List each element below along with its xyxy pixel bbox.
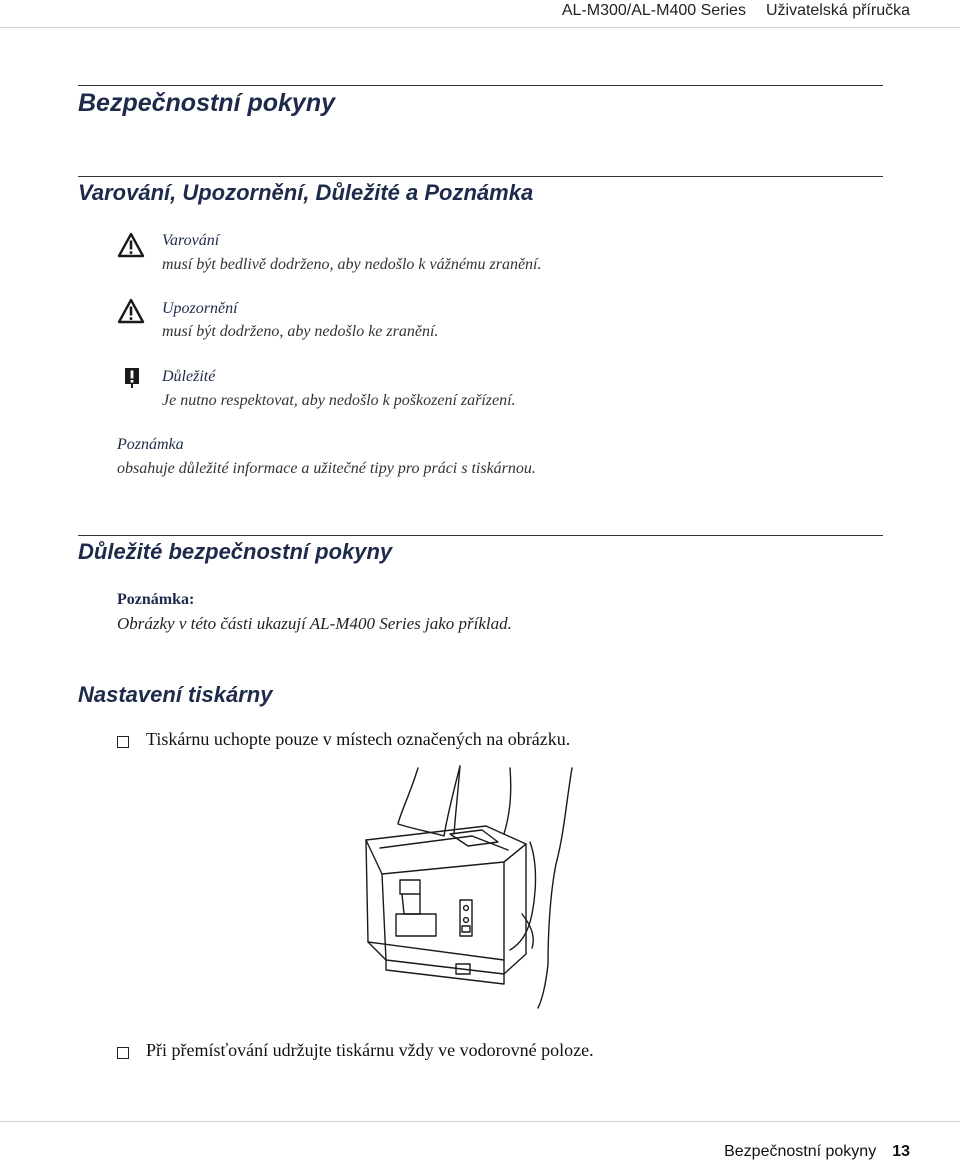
setup-bullet-1: Tiskárnu uchopte pouze v místech označených na obrázku. — [146, 729, 571, 749]
setup-section-title: Nastavení tiskárny — [78, 682, 273, 707]
footer-section: Bezpečnostní pokyny — [724, 1143, 877, 1160]
footer-rule — [0, 1121, 960, 1122]
page-footer — [724, 1143, 910, 1161]
caution-label: Upozornění — [162, 300, 238, 317]
header-product: AL-M300/AL-M400 Series — [561, 2, 746, 19]
warning-text: musí být bedlivě dodrženo, aby nedošlo k vážnému zranění. — [162, 256, 542, 273]
header-guide: Uživatelská příručka — [765, 2, 910, 19]
bullet-box-icon — [117, 1047, 129, 1059]
important-text: Je nutno respektovat, aby nedošlo k poškození zařízení. — [162, 392, 516, 409]
section-rule-important — [78, 535, 883, 536]
note-label: Poznámka — [117, 436, 184, 453]
title-rule — [78, 85, 883, 86]
page-number: 13 — [892, 1143, 910, 1160]
warning-label: Varování — [162, 232, 220, 249]
header-text — [562, 0, 910, 22]
setup-bullet-2: Při přemísťování udržujte tiskárnu vždy ve vodorovné poloze. — [146, 1040, 594, 1060]
section-note-text: Obrázky v této části ukazují AL-M400 Series jako příklad. — [117, 614, 512, 633]
important-exclamation-icon — [122, 366, 142, 390]
caution-triangle-icon — [117, 298, 145, 324]
warning-triangle-icon — [117, 232, 145, 258]
important-section-title: Důležité bezpečnostní pokyny — [78, 539, 393, 564]
section-note-label: Poznámka: — [117, 591, 195, 608]
bullet-box-icon — [117, 736, 129, 748]
section-rule-notices — [78, 176, 883, 177]
note-text: obsahuje důležité informace a užitečné tipy pro práci s tiskárnou. — [117, 460, 536, 477]
printer-carry-illustration — [360, 764, 580, 1010]
notices-section-title: Varování, Upozornění, Důležité a Poznámka — [78, 180, 534, 205]
page-title: Bezpečnostní pokyny — [78, 89, 335, 117]
important-label: Důležité — [162, 368, 216, 385]
caution-text: musí být dodrženo, aby nedošlo ke zranění. — [162, 323, 439, 340]
